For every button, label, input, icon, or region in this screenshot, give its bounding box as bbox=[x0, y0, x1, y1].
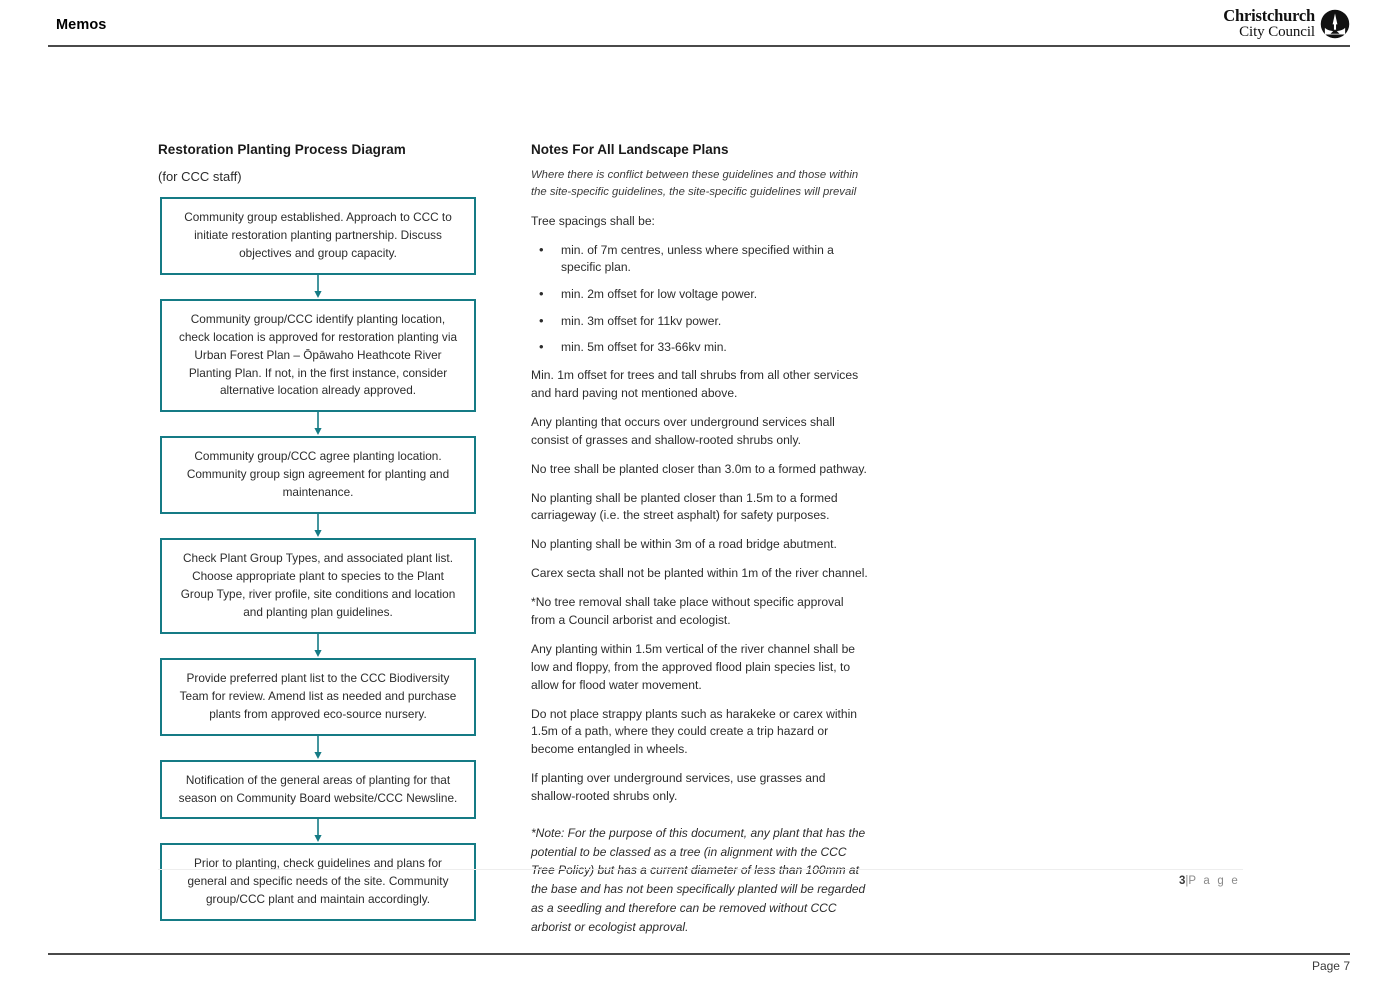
list-item: • min. 5m offset for 33-66kv min. bbox=[561, 339, 871, 357]
flow-step-1: Community group established. Approach to CCC to initiate restoration planting partnership. Discuss objectives and group capacity. bbox=[160, 197, 476, 275]
note-paragraph: No tree shall be planted closer than 3.0m to a formed pathway. bbox=[531, 461, 867, 476]
flow-arrow-down-icon bbox=[311, 412, 325, 436]
list-item: • min. of 7m centres, unless where specified within a specific plan. bbox=[561, 242, 871, 277]
page-word-label: P a g e bbox=[1188, 875, 1240, 887]
note-paragraph: *No tree removal shall take place without specific approval from a Council arborist and ecologist. bbox=[531, 595, 844, 627]
note-paragraph: Do not place strappy plants such as harakeke or carex within 1.5m of a path, where they could create a trip hazard or become entangled in wheels. bbox=[531, 706, 858, 757]
flow-arrow-down-icon bbox=[311, 275, 325, 299]
restoration-planting-process-section bbox=[158, 142, 478, 921]
footer-page-label: Page 7 bbox=[1311, 959, 1350, 973]
landscape-plan-notes-section bbox=[531, 142, 871, 936]
process-flowchart bbox=[158, 197, 478, 921]
flow-step-5: Provide preferred plant list to the CCC Biodiversity Team for review. Amend list as needed and purchase plants from approved eco-source nursery. bbox=[160, 658, 476, 736]
list-item: • min. 3m offset for 11kv power. bbox=[561, 313, 871, 331]
note-paragraph: If planting over underground services, use grasses and shallow-rooted shrubs only. bbox=[531, 771, 826, 804]
note-paragraph: No planting shall be planted closer than 1.5m to a formed carriageway (i.e. the street asphalt) for safety purposes. bbox=[531, 490, 838, 523]
list-item: • min. 2m offset for low voltage power. bbox=[561, 286, 871, 304]
page-number-value: 3 bbox=[1178, 875, 1186, 887]
note-paragraph: Any planting that occurs over underground services shall consist of grasses and shallow-rooted shrubs only. bbox=[531, 414, 835, 447]
flow-step-2: Community group/CCC identify planting location, check location is approved for restoration planting via Urban Forest Plan – Ōpāwaho Heathcote River Planting Plan. If not, in the first instance, consider alternative location already approved. bbox=[160, 299, 476, 413]
flow-step-7: Prior to planting, check guidelines and plans for general and specific needs of the site. Community group/CCC plant and maintain accordingly. bbox=[160, 843, 476, 921]
flow-arrow-down-icon bbox=[311, 736, 325, 760]
note-paragraph: Min. 1m offset for trees and tall shrubs from all other services and hard paving not mentioned above. bbox=[531, 368, 859, 400]
footer-divider bbox=[48, 953, 1350, 955]
page-number-indicator bbox=[1179, 875, 1240, 887]
note-paragraph: Carex secta shall not be planted within 1m of the river channel. bbox=[531, 566, 868, 581]
final-note-italic: *Note: For the purpose of this document, any plant that has the potential to be classed as a tree (in alignment with the CCC Tree Policy) but has a current diameter of less than 100mm at the base and has not been specifically planted will be regarded as a seedling and therefore can be removed without CCC arborist or ecologist approval. bbox=[531, 825, 866, 934]
tree-spacings-list bbox=[531, 242, 871, 357]
flow-arrow-down-icon bbox=[311, 634, 325, 658]
page-number-divider bbox=[158, 869, 1243, 870]
notes-intro-italic: Where there is conflict between these guidelines and those within the site-specific guidelines, the site-specific guidelines will prevail bbox=[531, 169, 859, 198]
note-paragraph: Any planting within 1.5m vertical of the river channel shall be low and floppy, from the approved flood plain species list, to allow for flood water movement. bbox=[531, 641, 856, 692]
flow-arrow-down-icon bbox=[311, 514, 325, 538]
flow-step-3: Community group/CCC agree planting location. Community group sign agreement for planting and maintenance. bbox=[160, 436, 476, 514]
flow-step-6: Notification of the general areas of planting for that season on Community Board website/CCC Newsline. bbox=[160, 760, 476, 820]
diagram-subtitle: (for CCC staff) bbox=[158, 169, 242, 184]
tree-spacings-lead: Tree spacings shall be: bbox=[531, 213, 655, 228]
logo-line-1: Christchurch bbox=[1223, 6, 1315, 25]
notes-title: Notes For All Landscape Plans bbox=[531, 142, 729, 157]
logo-line-2: City Council bbox=[1239, 23, 1315, 40]
flow-step-4: Check Plant Group Types, and associated plant list. Choose appropriate plant to species to the Plant Group Type, river profile, site conditions and location and planting plan guidelines. bbox=[160, 538, 476, 634]
document-section-label: Memos bbox=[56, 17, 107, 33]
page-number-separator: | bbox=[1185, 875, 1189, 887]
note-paragraph: No planting shall be within 3m of a road bridge abutment. bbox=[531, 537, 837, 552]
flow-arrow-down-icon bbox=[311, 819, 325, 843]
diagram-title: Restoration Planting Process Diagram bbox=[158, 142, 406, 157]
